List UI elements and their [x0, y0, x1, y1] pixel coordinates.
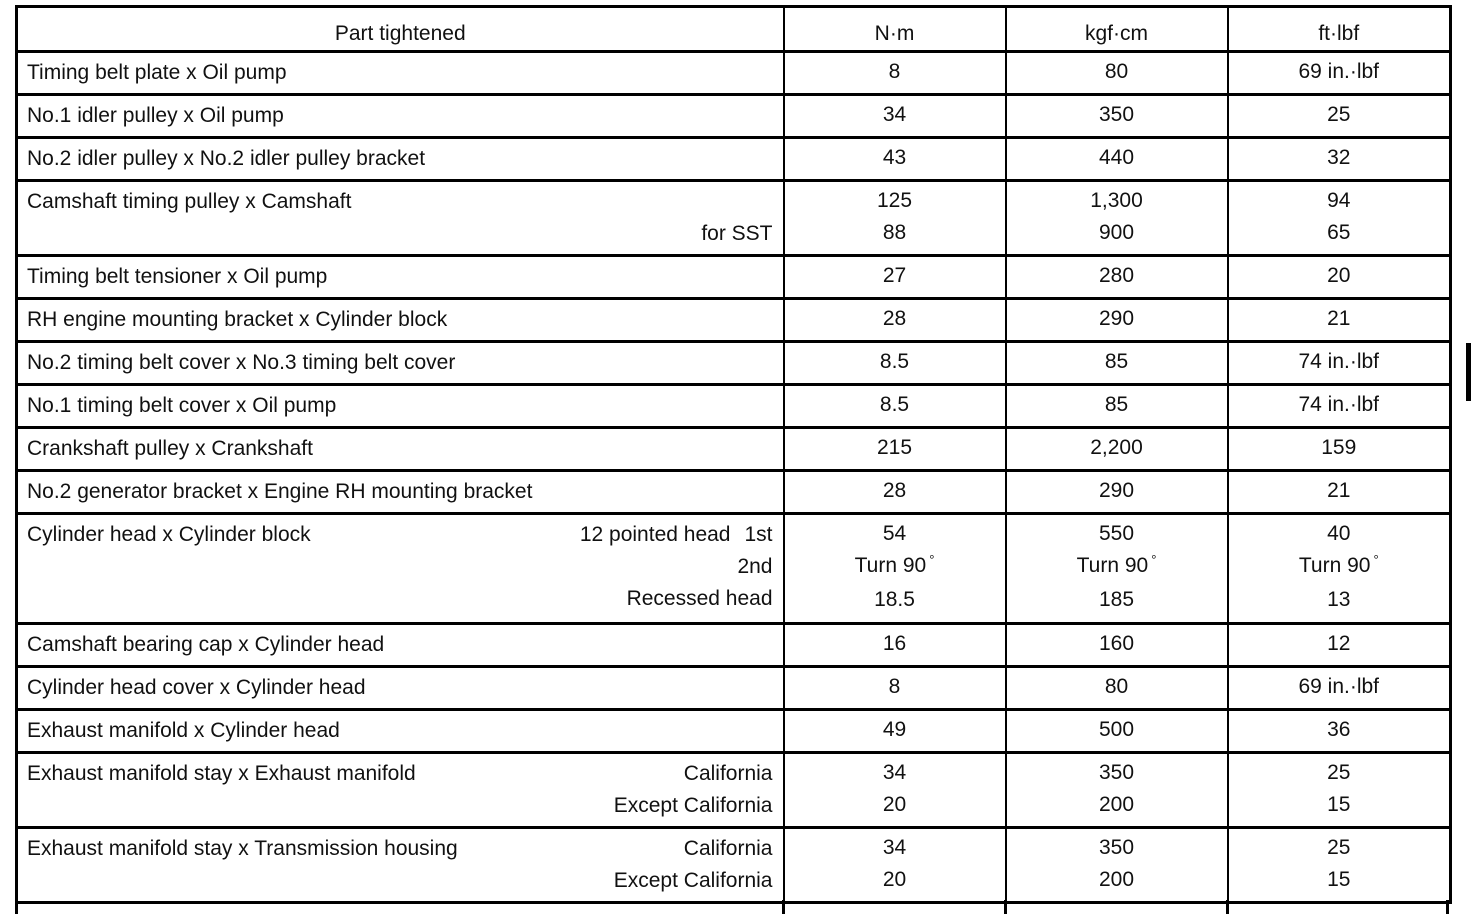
kgf-value: 350	[1098, 836, 1135, 859]
condition-text: 12 pointed head	[579, 523, 731, 546]
condition-label-2: Except California	[613, 869, 773, 892]
part-cell: Timing belt tensioner x Oil pump	[17, 256, 784, 299]
condition-label-2: Except California	[613, 794, 773, 817]
ft-value-2: 15	[1327, 868, 1351, 891]
kgf-turn	[1007, 550, 1227, 584]
nm-cell: 8	[784, 667, 1006, 710]
ft-cell	[1228, 828, 1451, 903]
condition-label	[580, 519, 773, 551]
table-row	[17, 828, 1451, 903]
nm-value: 34	[882, 761, 907, 784]
ft-cell: 12	[1228, 624, 1451, 667]
ft-value: 40	[1327, 522, 1351, 545]
nm-value-2: 20	[882, 868, 907, 891]
part-cell: No.2 generator bracket x Engine RH mounting bracket	[17, 471, 784, 514]
nm-cell	[784, 181, 1006, 256]
ft-cell: 69 in.·lbf	[1228, 667, 1451, 710]
column-stub	[1226, 900, 1229, 914]
kgf-value-2: 200	[1098, 868, 1135, 891]
degree-symbol: °	[1373, 552, 1379, 567]
part-cell: Cylinder head cover x Cylinder head	[17, 667, 784, 710]
part-cell: Camshaft bearing cap x Cylinder head	[17, 624, 784, 667]
table-row	[17, 52, 1451, 95]
column-stub	[782, 900, 785, 914]
nm-cell: 27	[784, 256, 1006, 299]
nm-value-recessed: 18.5	[874, 588, 915, 611]
ft-cell: 159	[1228, 428, 1451, 471]
kgf-cell: 85	[1006, 385, 1228, 428]
part-label: Camshaft timing pulley x Camshaft	[27, 190, 352, 213]
header-nm: N·m	[784, 7, 1006, 52]
degree-symbol: °	[929, 552, 935, 567]
nm-turn	[785, 550, 1005, 584]
nm-cell: 28	[784, 471, 1006, 514]
kgf-cell: 280	[1006, 256, 1228, 299]
nm-cell: 8.5	[784, 385, 1006, 428]
ft-cell: 74 in.·lbf	[1228, 342, 1451, 385]
ft-value: 94	[1327, 189, 1351, 212]
nm-cell: 43	[784, 138, 1006, 181]
ft-cell: 69 in.·lbf	[1228, 52, 1451, 95]
kgf-cell: 80	[1006, 52, 1228, 95]
ft-value-2: 15	[1327, 793, 1351, 816]
table-row	[17, 181, 1451, 256]
nm-value: 125	[876, 189, 913, 212]
kgf-cell: 290	[1006, 299, 1228, 342]
part-cell	[17, 181, 784, 256]
part-label: Exhaust manifold stay x Exhaust manifold	[27, 762, 416, 785]
kgf-cell: 160	[1006, 624, 1228, 667]
part-cell	[17, 753, 784, 828]
part-cell: No.2 timing belt cover x No.3 timing belt cover	[17, 342, 784, 385]
kgf-cell: 85	[1006, 342, 1228, 385]
header-ft-lbf: ft·lbf	[1228, 7, 1451, 52]
table-row	[17, 256, 1451, 299]
header-kgf-cm: kgf·cm	[1006, 7, 1228, 52]
table-row	[17, 299, 1451, 342]
ft-cell: 25	[1228, 95, 1451, 138]
table-header-row	[17, 7, 1451, 52]
ft-cell: 21	[1228, 299, 1451, 342]
turn-text: Turn 90	[854, 554, 927, 577]
nm-cell	[784, 753, 1006, 828]
table-row	[17, 514, 1451, 624]
table-row	[17, 428, 1451, 471]
condition-label-recessed: Recessed head	[626, 587, 773, 610]
nm-value: 34	[882, 836, 907, 859]
column-stub	[1446, 900, 1449, 914]
nm-cell: 215	[784, 428, 1006, 471]
nm-cell	[784, 828, 1006, 903]
ft-cell	[1228, 514, 1451, 624]
condition-label: California	[683, 762, 773, 785]
table-row	[17, 471, 1451, 514]
ft-cell: 32	[1228, 138, 1451, 181]
nm-cell: 8.5	[784, 342, 1006, 385]
torque-spec-table	[15, 5, 1452, 904]
part-cell: Crankshaft pulley x Crankshaft	[17, 428, 784, 471]
kgf-cell: 2,200	[1006, 428, 1228, 471]
kgf-cell	[1006, 828, 1228, 903]
table-row	[17, 667, 1451, 710]
table-row	[17, 138, 1451, 181]
degree-symbol: °	[1151, 552, 1157, 567]
kgf-cell: 290	[1006, 471, 1228, 514]
condition-label: California	[683, 837, 773, 860]
nm-value-2: 20	[882, 793, 907, 816]
kgf-value-2: 200	[1098, 793, 1135, 816]
ft-value-recessed: 13	[1327, 588, 1351, 611]
kgf-value: 1,300	[1090, 189, 1143, 212]
ft-cell	[1228, 753, 1451, 828]
nm-cell: 49	[784, 710, 1006, 753]
part-line-1	[27, 758, 773, 790]
ft-turn	[1229, 550, 1450, 584]
part-label: Cylinder head x Cylinder block	[27, 523, 311, 546]
turn-text: Turn 90	[1298, 554, 1371, 577]
step-label-2: 2nd	[737, 555, 773, 578]
kgf-value: 550	[1098, 522, 1135, 545]
kgf-cell: 440	[1006, 138, 1228, 181]
column-stub	[1004, 900, 1007, 914]
ft-cell	[1228, 181, 1451, 256]
part-cell: RH engine mounting bracket x Cylinder block	[17, 299, 784, 342]
nm-cell: 28	[784, 299, 1006, 342]
nm-cell	[784, 514, 1006, 624]
header-part-tightened: Part tightened	[17, 7, 784, 52]
turn-text: Turn 90	[1076, 554, 1149, 577]
part-cell: Timing belt plate x Oil pump	[17, 52, 784, 95]
nm-cell: 16	[784, 624, 1006, 667]
part-cell: No.1 timing belt cover x Oil pump	[17, 385, 784, 428]
ft-value: 25	[1327, 761, 1351, 784]
kgf-cell: 500	[1006, 710, 1228, 753]
kgf-cell: 350	[1006, 95, 1228, 138]
part-line-1	[27, 833, 773, 865]
nm-value: 54	[882, 522, 907, 545]
ft-cell: 21	[1228, 471, 1451, 514]
table-row	[17, 342, 1451, 385]
kgf-cell: 80	[1006, 667, 1228, 710]
ft-value-sst: 65	[1327, 221, 1351, 244]
part-cell: No.2 idler pulley x No.2 idler pulley bracket	[17, 138, 784, 181]
part-cell: Exhaust manifold x Cylinder head	[17, 710, 784, 753]
ft-cell: 20	[1228, 256, 1451, 299]
kgf-cell	[1006, 514, 1228, 624]
kgf-value-recessed: 185	[1098, 588, 1135, 611]
margin-mark	[1466, 343, 1471, 401]
step-label: 1st	[744, 523, 773, 546]
part-cell	[17, 828, 784, 903]
ft-cell: 36	[1228, 710, 1451, 753]
nm-cell: 34	[784, 95, 1006, 138]
part-cell	[17, 514, 784, 624]
ft-value: 25	[1327, 836, 1351, 859]
part-label: Exhaust manifold stay x Transmission housing	[27, 837, 458, 860]
table-row	[17, 753, 1451, 828]
nm-cell: 8	[784, 52, 1006, 95]
column-stub	[15, 900, 18, 914]
kgf-value-sst: 900	[1098, 221, 1135, 244]
table-row	[17, 95, 1451, 138]
nm-value-sst: 88	[882, 221, 907, 244]
table-row	[17, 385, 1451, 428]
part-line-1	[27, 519, 773, 551]
ft-cell: 74 in.·lbf	[1228, 385, 1451, 428]
kgf-value: 350	[1098, 761, 1135, 784]
part-cell: No.1 idler pulley x Oil pump	[17, 95, 784, 138]
kgf-cell	[1006, 181, 1228, 256]
table-row	[17, 624, 1451, 667]
table-row	[17, 710, 1451, 753]
kgf-cell	[1006, 753, 1228, 828]
condition-label: for SST	[701, 222, 773, 245]
